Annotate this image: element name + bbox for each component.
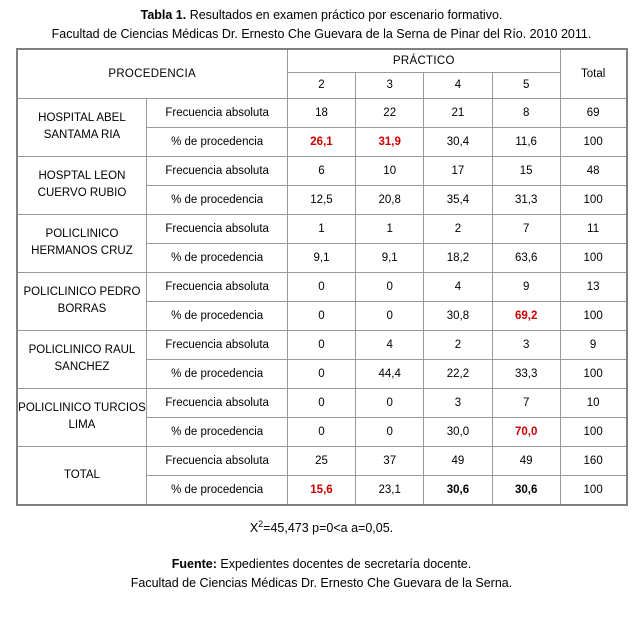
cell-total: 10 bbox=[560, 388, 626, 417]
cell-value: 0 bbox=[356, 301, 424, 330]
cell-value: 18,2 bbox=[424, 243, 492, 272]
cell-value: 1 bbox=[287, 214, 355, 243]
header-practico: PRÁCTICO bbox=[287, 49, 560, 73]
source-line-1 bbox=[8, 555, 635, 574]
cell-value: 30,8 bbox=[424, 301, 492, 330]
cell-value: 22 bbox=[356, 98, 424, 127]
table-row bbox=[17, 388, 627, 417]
table-row bbox=[17, 272, 627, 301]
cell-value: 4 bbox=[424, 272, 492, 301]
cell-value: 15,6 bbox=[287, 475, 355, 505]
cell-value: 3 bbox=[492, 330, 560, 359]
cell-value: 31,3 bbox=[492, 185, 560, 214]
table-caption bbox=[8, 6, 635, 25]
row-label: HOSPITAL ABEL SANTAMA RIA bbox=[17, 98, 147, 156]
caption-label: Tabla 1. bbox=[140, 8, 187, 22]
source-text: Expedientes docentes de secretaría docente. bbox=[216, 557, 472, 572]
cell-value: 2 bbox=[424, 330, 492, 359]
cell-value: 11,6 bbox=[492, 127, 560, 156]
row-label: POLICLINICO PEDRO BORRAS bbox=[17, 272, 147, 330]
row-label: POLICLINICO HERMANOS CRUZ bbox=[17, 214, 147, 272]
header-score-5: 5 bbox=[492, 72, 560, 98]
header-score-2: 2 bbox=[287, 72, 355, 98]
cell-value: 7 bbox=[492, 388, 560, 417]
cell-value: 31,9 bbox=[356, 127, 424, 156]
source-label: Fuente: bbox=[171, 557, 217, 572]
cell-value: 69,2 bbox=[492, 301, 560, 330]
metric-label: Frecuencia absoluta bbox=[147, 388, 287, 417]
cell-value: 17 bbox=[424, 156, 492, 185]
cell-value: 30,0 bbox=[424, 417, 492, 446]
cell-value: 33,3 bbox=[492, 359, 560, 388]
cell-value: 0 bbox=[356, 388, 424, 417]
cell-value: 3 bbox=[424, 388, 492, 417]
metric-label: % de procedencia bbox=[147, 359, 287, 388]
cell-total: 100 bbox=[560, 185, 626, 214]
stat-prefix: X bbox=[249, 520, 259, 535]
cell-value: 18 bbox=[287, 98, 355, 127]
cell-value: 7 bbox=[492, 214, 560, 243]
metric-label: % de procedencia bbox=[147, 185, 287, 214]
cell-value: 21 bbox=[424, 98, 492, 127]
cell-total: 48 bbox=[560, 156, 626, 185]
row-label: HOSPTAL LEON CUERVO RUBIO bbox=[17, 156, 147, 214]
cell-value: 49 bbox=[492, 446, 560, 475]
cell-total: 100 bbox=[560, 301, 626, 330]
cell-value: 35,4 bbox=[424, 185, 492, 214]
cell-value: 63,6 bbox=[492, 243, 560, 272]
metric-label: Frecuencia absoluta bbox=[147, 272, 287, 301]
cell-total: 100 bbox=[560, 417, 626, 446]
cell-value: 9,1 bbox=[287, 243, 355, 272]
cell-value: 0 bbox=[356, 417, 424, 446]
cell-value: 0 bbox=[287, 359, 355, 388]
metric-label: Frecuencia absoluta bbox=[147, 214, 287, 243]
cell-total: 69 bbox=[560, 98, 626, 127]
stat-exponent: 2 bbox=[258, 518, 264, 529]
header-total: Total bbox=[560, 49, 626, 99]
metric-label: Frecuencia absoluta bbox=[147, 98, 287, 127]
cell-value: 1 bbox=[356, 214, 424, 243]
row-label: TOTAL bbox=[17, 446, 147, 505]
cell-value: 9 bbox=[492, 272, 560, 301]
cell-value: 12,5 bbox=[287, 185, 355, 214]
source-line-2: Facultad de Ciencias Médicas Dr. Ernesto Che Guevara de la Serna. bbox=[130, 576, 513, 591]
cell-value: 20,8 bbox=[356, 185, 424, 214]
row-label: POLICLINICO RAUL SANCHEZ bbox=[17, 330, 147, 388]
cell-value: 0 bbox=[287, 330, 355, 359]
cell-total: 100 bbox=[560, 359, 626, 388]
cell-value: 44,4 bbox=[356, 359, 424, 388]
cell-value: 0 bbox=[287, 301, 355, 330]
metric-label: Frecuencia absoluta bbox=[147, 330, 287, 359]
metric-label: % de procedencia bbox=[147, 127, 287, 156]
header-score-3: 3 bbox=[356, 72, 424, 98]
cell-total: 9 bbox=[560, 330, 626, 359]
cell-value: 30,6 bbox=[492, 475, 560, 505]
metric-label: % de procedencia bbox=[147, 475, 287, 505]
cell-value: 0 bbox=[287, 272, 355, 301]
cell-total: 100 bbox=[560, 475, 626, 505]
caption-text: Resultados en examen práctico por escenario formativo. bbox=[186, 8, 503, 22]
statistic-line bbox=[8, 518, 635, 538]
table-footer bbox=[8, 518, 635, 593]
cell-value: 10 bbox=[356, 156, 424, 185]
metric-label: Frecuencia absoluta bbox=[147, 446, 287, 475]
metric-label: % de procedencia bbox=[147, 417, 287, 446]
cell-value: 30,6 bbox=[424, 475, 492, 505]
table-row bbox=[17, 98, 627, 127]
cell-total: 11 bbox=[560, 214, 626, 243]
metric-label: % de procedencia bbox=[147, 243, 287, 272]
table-header-row-1 bbox=[17, 49, 627, 73]
table-row bbox=[17, 156, 627, 185]
cell-value: 0 bbox=[356, 272, 424, 301]
results-table bbox=[16, 48, 628, 506]
cell-value: 2 bbox=[424, 214, 492, 243]
metric-label: % de procedencia bbox=[147, 301, 287, 330]
header-procedencia: PROCEDENCIA bbox=[17, 49, 288, 99]
cell-value: 0 bbox=[287, 417, 355, 446]
row-label: POLICLINICO TURCIOS LIMA bbox=[17, 388, 147, 446]
cell-value: 23,1 bbox=[356, 475, 424, 505]
cell-value: 70,0 bbox=[492, 417, 560, 446]
cell-value: 0 bbox=[287, 388, 355, 417]
cell-value: 8 bbox=[492, 98, 560, 127]
cell-value: 26,1 bbox=[287, 127, 355, 156]
caption-line-2: Facultad de Ciencias Médicas Dr. Ernesto Che Guevara de la Serna de Pinar del Río. 2010 2011. bbox=[51, 26, 592, 41]
cell-value: 30,4 bbox=[424, 127, 492, 156]
cell-value: 49 bbox=[424, 446, 492, 475]
cell-total: 100 bbox=[560, 243, 626, 272]
cell-total: 100 bbox=[560, 127, 626, 156]
stat-suffix: =45,473 p=0<a a=0,05. bbox=[263, 520, 394, 535]
table-row-total bbox=[17, 446, 627, 475]
cell-value: 4 bbox=[356, 330, 424, 359]
cell-total: 160 bbox=[560, 446, 626, 475]
cell-value: 6 bbox=[287, 156, 355, 185]
cell-value: 15 bbox=[492, 156, 560, 185]
cell-value: 37 bbox=[356, 446, 424, 475]
metric-label: Frecuencia absoluta bbox=[147, 156, 287, 185]
table-row bbox=[17, 330, 627, 359]
cell-total: 13 bbox=[560, 272, 626, 301]
cell-value: 25 bbox=[287, 446, 355, 475]
header-score-4: 4 bbox=[424, 72, 492, 98]
table-row bbox=[17, 214, 627, 243]
cell-value: 22,2 bbox=[424, 359, 492, 388]
cell-value: 9,1 bbox=[356, 243, 424, 272]
